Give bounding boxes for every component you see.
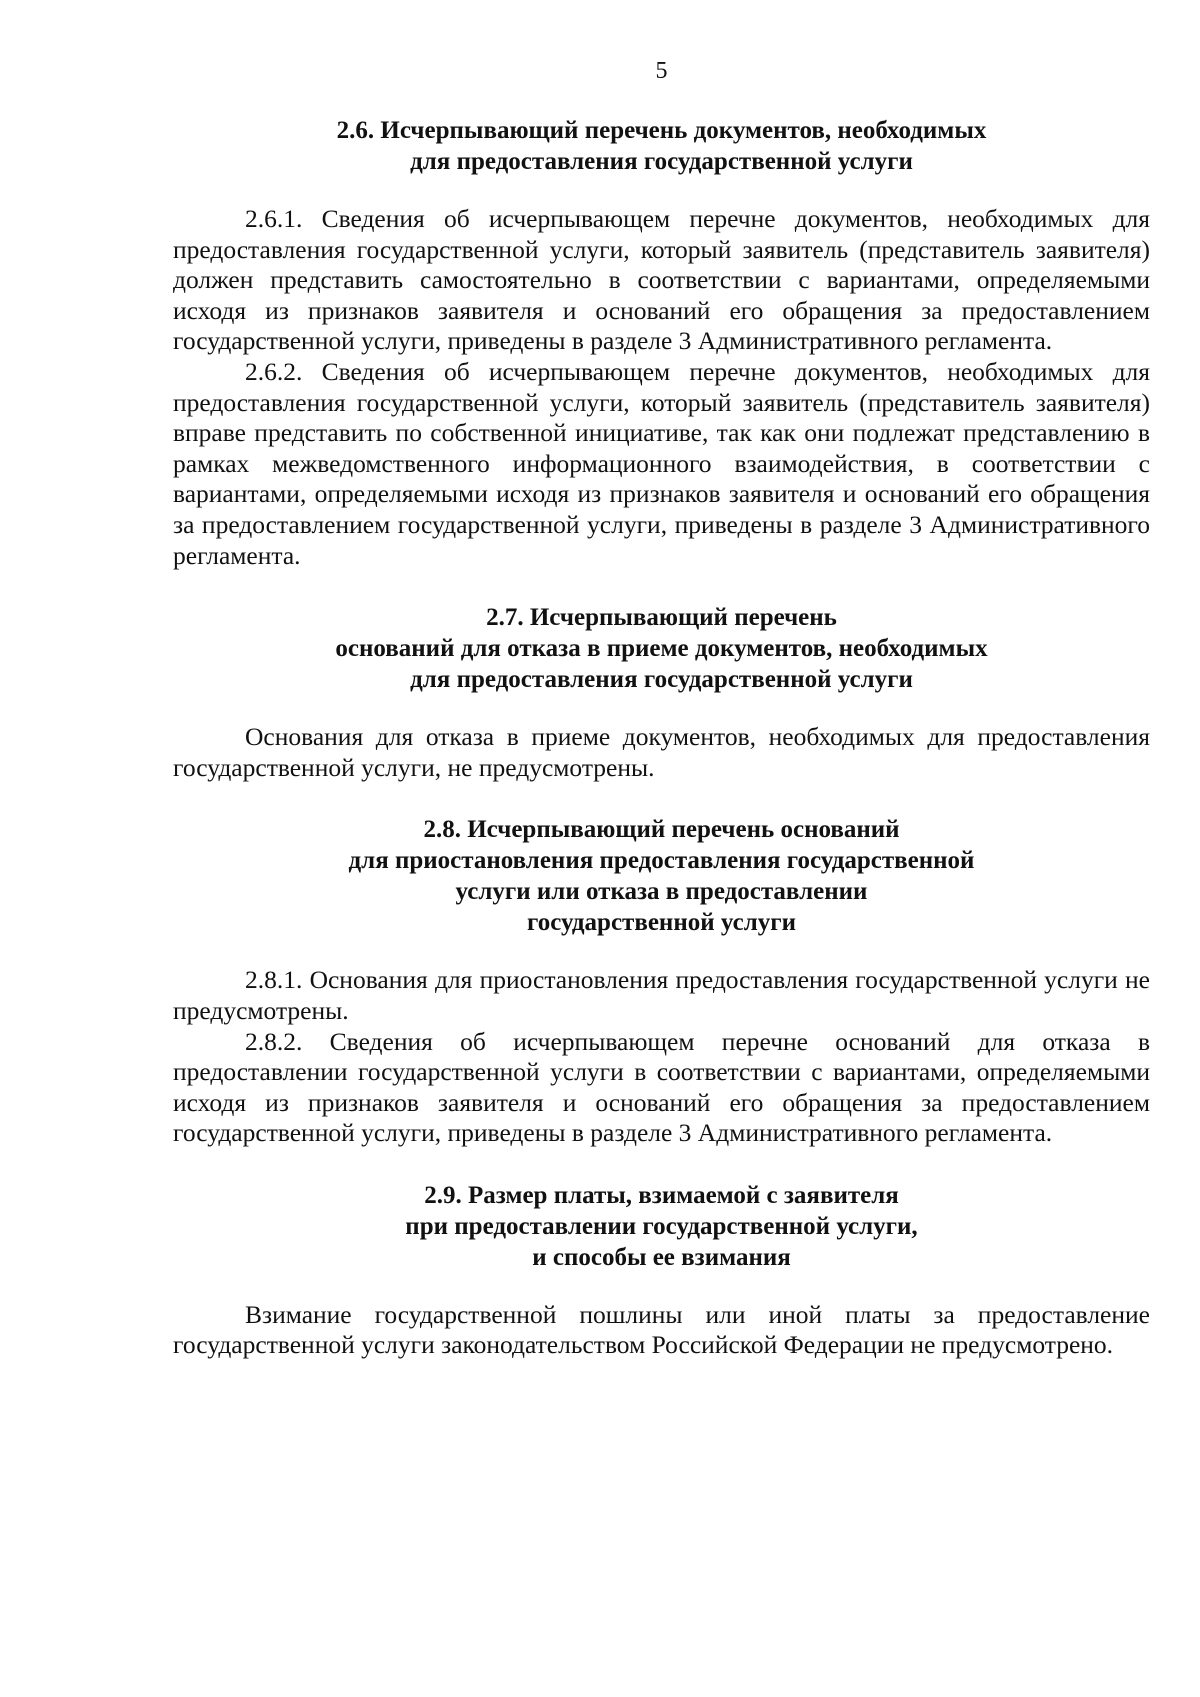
page-number: 5	[655, 58, 668, 84]
heading-line: оснований для отказа в приеме документов, необходимых	[335, 635, 988, 663]
heading-line: 2.9. Размер платы, взимаемой с заявителя	[424, 1181, 899, 1209]
heading-line: государственной услуги	[526, 909, 797, 937]
heading-line: для предоставления государственной услуги	[410, 148, 913, 175]
section-heading-2-7	[173, 602, 1150, 695]
heading-line: для предоставления государственной услуги	[410, 666, 913, 694]
heading-line: и способы ее взимания	[532, 1243, 791, 1271]
document-body	[173, 115, 1150, 1361]
heading-line: 2.8. Исчерпывающий перечень оснований	[423, 816, 900, 844]
heading-line: 2.7. Исчерпывающий перечень	[486, 604, 837, 632]
paragraph-2-6-1: 2.6.1. Сведения об исчерпывающем перечне документов, необходимых для предоставления государственной услуги, который заявитель (представитель заявителя) должен представить самостоятельно в соответствии с вариантами, определяемыми исходя из признаков заявителя и оснований его обращения за предоставлением государственной услуги, приведены в разделе 3 Административного регламента.	[173, 204, 1150, 356]
section-heading-2-6	[173, 115, 1150, 177]
paragraph-2-7: Основания для отказа в приеме документов, необходимых для предоставления государственной услуги, не предусмотрены.	[173, 722, 1150, 782]
paragraph-2-8-2: 2.8.2. Сведения об исчерпывающем перечне оснований для отказа в предоставлении государственной услуги в соответствии с вариантами, определяемыми исходя из признаков заявителя и оснований его обращения за предоставлением государственной услуги, приведены в разделе 3 Административного регламента.	[173, 1026, 1150, 1148]
paragraph-2-8-1: 2.8.1. Основания для приостановления предоставления государственной услуги не предусмотрены.	[173, 965, 1150, 1025]
heading-line: для приостановления предоставления государственной	[348, 847, 975, 875]
section-heading-2-8	[173, 814, 1150, 938]
heading-line: услуги или отказа в предоставлении	[455, 878, 868, 906]
paragraph-2-9: Взимание государственной пошлины или иной платы за предоставление государственной услуги законодательством Российской Федерации не предусмотрено.	[173, 1299, 1150, 1360]
section-heading-2-9	[173, 1180, 1150, 1273]
heading-line: при предоставлении государственной услуги,	[405, 1212, 918, 1240]
paragraph-2-6-2: 2.6.2. Сведения об исчерпывающем перечне документов, необходимых для предоставления государственной услуги, который заявитель (представитель заявителя) вправе представить по собственной инициативе, так как они подлежат представлению в рамках межведомственного информационного взаимодействия, в соответствии с вариантами, определяемыми исходя из признаков заявителя и оснований его обращения за предоставлением государственной услуги, приведены в разделе 3 Административного регламента.	[173, 356, 1150, 570]
heading-line: 2.6. Исчерпывающий перечень документов, необходимых	[336, 117, 987, 144]
